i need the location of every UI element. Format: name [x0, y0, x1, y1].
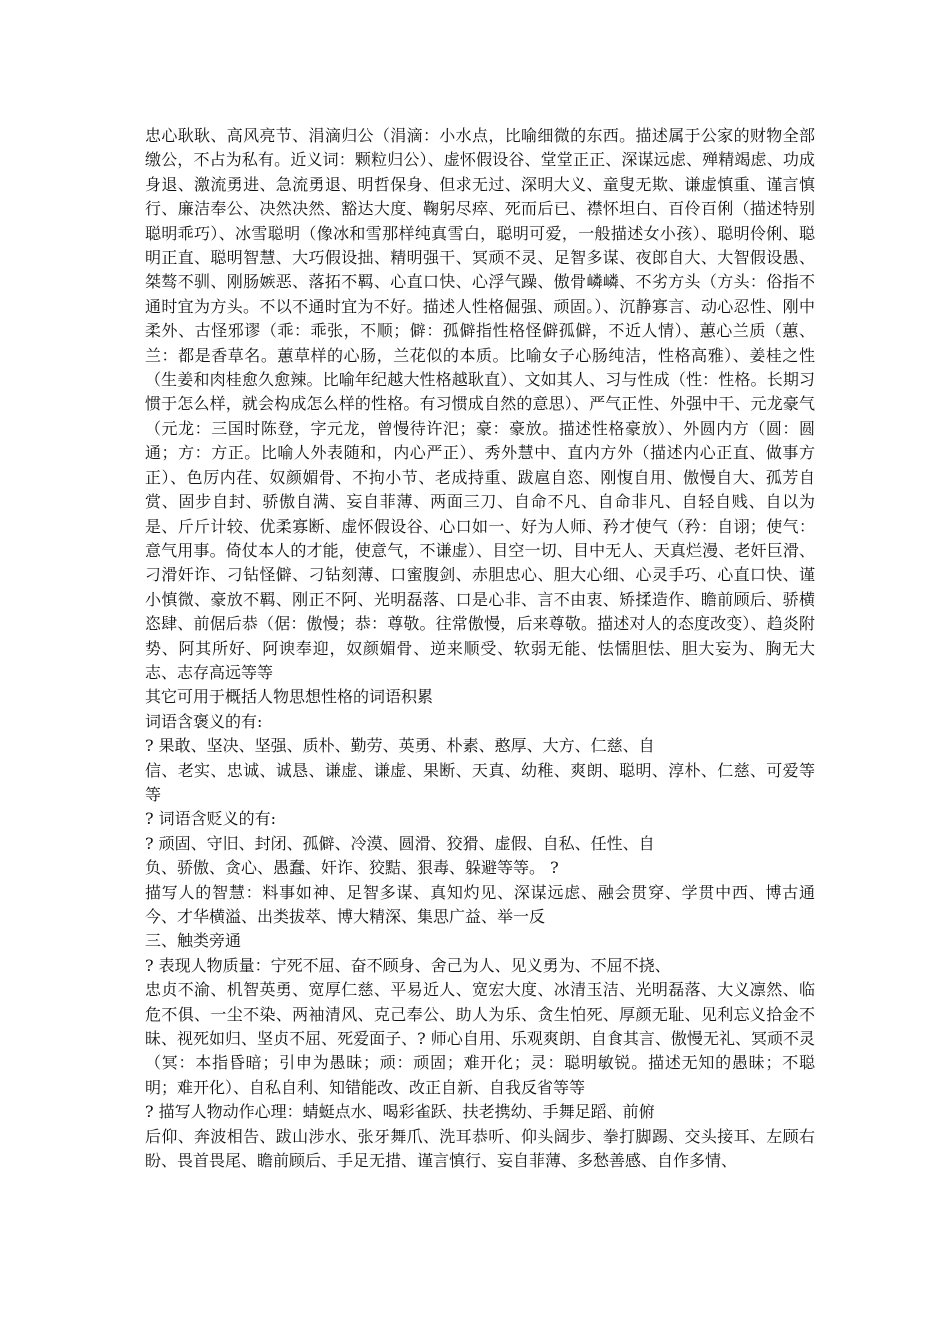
paragraph-positive-heading: 词语含褒义的有:: [145, 711, 263, 731]
paragraph-quality-1: ? 表现人物质量：宁死不屈、奋不顾身、舍己为人、见义勇为、不屈不挠、: [145, 955, 671, 975]
paragraph-section-heading: 其它可用于概括人物思想性格的词语积累: [145, 687, 434, 707]
paragraph-positive-words-2: 信、老实、忠诚、诚恳、谦虚、谦虚、果断、天真、幼稚、爽朗、聪明、淳朴、仁慈、可爱等等: [145, 760, 815, 804]
paragraph-negative-heading: ? 词语含贬义的有:: [145, 809, 277, 829]
paragraph-negative-words-2: 负、骄傲、贪心、愚蠢、奸诈、狡黠、狠毒、躲避等等。 ?: [145, 858, 559, 878]
paragraph-action-2: 后仰、奔波相告、跋山涉水、张牙舞爪、洗耳恭听、仰头阔步、拳打脚踢、交头接耳、左顾右盼、畏首畏尾、瞻前顾后、手足无措、谨言慎行、妄自菲薄、多愁善感、自作多情、: [145, 1126, 815, 1171]
paragraph-wisdom-end: 三、触类旁通: [145, 931, 242, 951]
paragraph-wisdom: 描写人的智慧：料事如神、足智多谋、真知灼见、深谋远虑、融会贯穿、学贯中西、博古通今、才华横溢、出类拔萃、博大精深、集思广益、举一反: [145, 882, 815, 926]
document-page: [145, 124, 815, 1173]
paragraph-positive-words-1: ? 果敢、坚决、坚强、质朴、勤劳、英勇、朴素、憨厚、大方、仁慈、自: [145, 736, 655, 756]
paragraph-quality-2: 忠贞不渝、机智英勇、宽厚仁慈、平易近人、宽宏大度、冰清玉洁、光明磊落、大义凛然、临危不俱、一尘不染、两袖清风、克己奉公、助人为乐、贪生怕死、厚颜无耻、见利忘义拾金不昧、视死如归、坚贞不屈、死爱面子、? 师心自用、乐观爽朗、自食其言、傲慢无礼、冥顽不灵（冥：本指昏暗；引申为愚昧；顽：顽固；难开化；灵：聪明敏锐。描述无知的愚昧；不聪明；难开化）、自私自利、知错能改、改正自新、自我反省等等: [145, 980, 815, 1097]
paragraph-action-1: ? 描写人物动作心理：蜻蜓点水、喝彩雀跃、扶老携幼、手舞足蹈、前俯: [145, 1102, 655, 1122]
paragraph-character-idioms: 忠心耿耿、高风亮节、涓滴归公（涓滴：小水点，比喻细微的东西。描述属于公家的财物全部缴公，不占为私有。近义词：颗粒归公）、虚怀假设谷、堂堂正正、深谋远虑、殚精竭虑、功成身退、激流勇进、急流勇退、明哲保身、但求无过、深明大义、童叟无欺、谦虚慎重、谨言慎行、廉洁奉公、决然决然、豁达大度、鞠躬尽瘁、死而后已、襟怀坦白、百伶百俐（描述特别聪明乖巧）、冰雪聪明（像冰和雪那样纯真雪白，聪明可爱，一般描述女小孩）、聪明伶俐、聪明正直、聪明智慧、大巧假设拙、精明强干、冥顽不灵、足智多谋、夜郎自大、大智假设愚、桀骜不驯、刚肠嫉恶、落拓不羁、心直口快、心浮气躁、傲骨嶙嶙、不劣方头（方头：俗指不通时宜为方头。不以不通时宜为不好。描述人性格倔强、顽固。）、沉静寡言、动心忍性、刚中柔外、古怪邪谬（乖：乖张，不顺；僻：孤僻指性格怪僻孤僻，不近人情）、蕙心兰质（蕙、兰：都是香草名。蕙草样的心肠，兰花似的本质。比喻女子心肠纯洁，性格高雅）、姜桂之性（生姜和肉桂愈久愈辣。比喻年纪越大性格越耿直）、文如其人、习与性成（性：性格。长期习惯于怎么样，就会构成怎么样的性格。有习惯成自然的意思）、严气正性、外强中干、元龙豪气（元龙：三国时陈登，字元龙，曾慢待许汜；豪：豪放。描述性格豪放）、外圆内方（圆：圆通；方：方正。比喻人外表随和，内心严正）、秀外慧中、直内方外（描述内心正直、做事方正）、色厉内荏、奴颜媚骨、不拘小节、老成持重、跋扈自恣、刚愎自用、傲慢自大、孤芳自赏、固步自封、骄傲自满、妄自菲薄、两面三刀、自命不凡、自命非凡、自轻自贱、自以为是、斤斤计较、优柔寡断、虚怀假设谷、心口如一、好为人师、矜才使气（矜：自诩；使气：意气用事。倚仗本人的才能，使意气，不谦虚）、目空一切、目中无人、天真烂漫、老奸巨滑、刁滑奸诈、刁钻怪僻、刁钻刻薄、口蜜腹剑、赤胆忠心、胆大心细、心灵手巧、心直口快、谨小慎微、豪放不羁、刚正不阿、光明磊落、口是心非、言不由衷、矫揉造作、瞻前顾后、骄横恣肆、前倨后恭（倨：傲慢；恭：尊敬。往常傲慢，后来尊敬。描述对人的态度改变）、趋炎附势、阿其所好、阿谀奉迎，奴颜媚骨、逆来顺受、软弱无能、怯懦胆怯、胆大妄为、胸无大志、志存高远等等: [145, 126, 815, 682]
paragraph-negative-words-1: ? 顽固、守旧、封闭、孤僻、冷漠、圆滑、狡猾、虚假、自私、任性、自: [145, 833, 655, 853]
